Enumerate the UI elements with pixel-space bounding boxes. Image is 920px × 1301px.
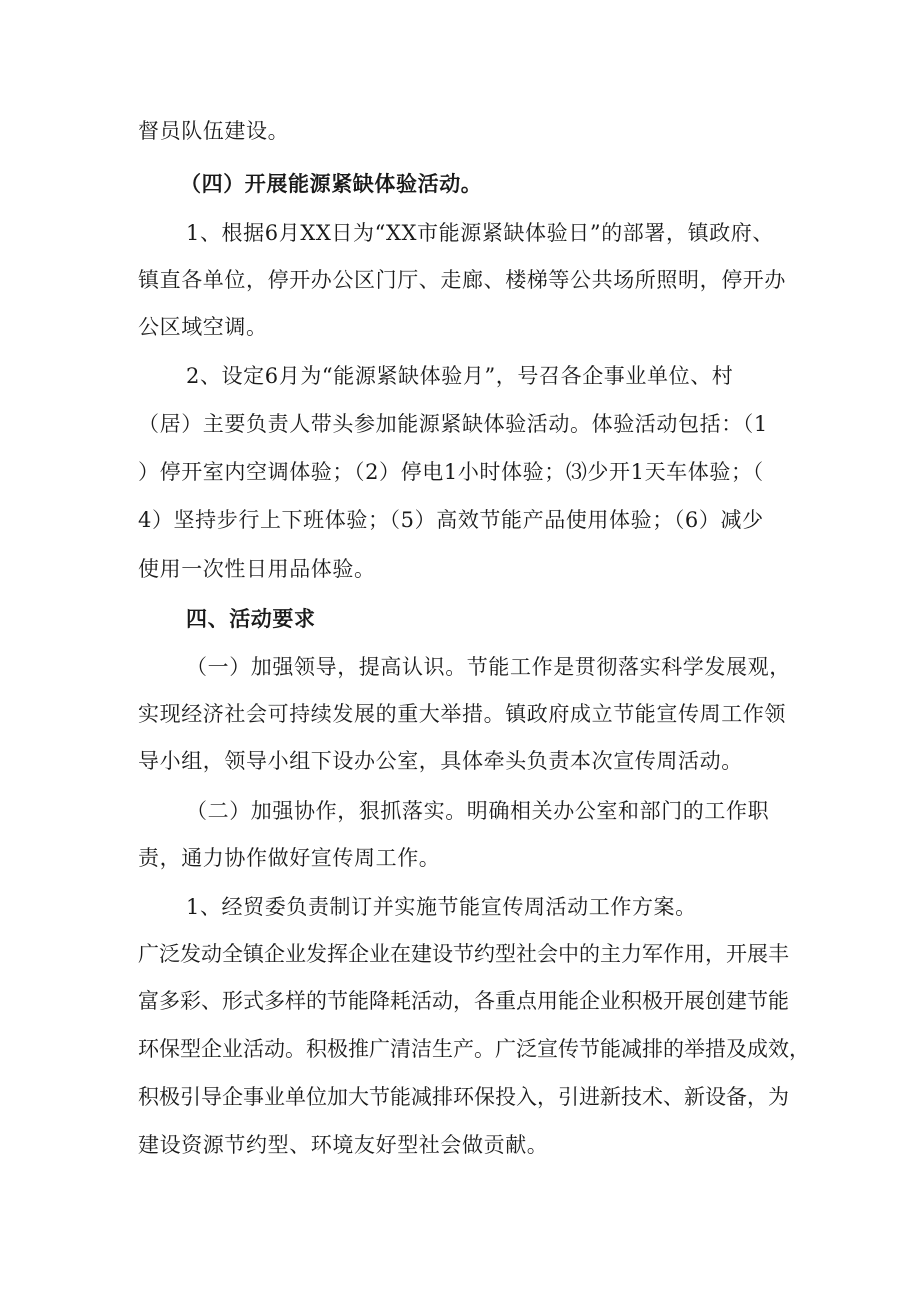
paragraph-line: 建设资源节约型、环境友好型社会做贡献。 bbox=[138, 1133, 549, 1157]
paragraph-line: 4）坚持步行上下班体验；（5）高效节能产品使用体验；（6）减少 bbox=[138, 508, 764, 532]
paragraph-line: 使用一次性日用品体验。 bbox=[138, 557, 376, 581]
paragraph-line: 督员队伍建设。 bbox=[138, 119, 290, 143]
paragraph-line: 公区域空调。 bbox=[138, 315, 268, 339]
paragraph-line: 2、设定6月为“能源紧缺体验月”，号召各企事业单位、村 bbox=[186, 364, 734, 388]
paragraph-line: 1、根据6月XX日为“XX市能源紧缺体验日”的部署，镇政府、 bbox=[186, 221, 774, 245]
paragraph-line: 实现经济社会可持续发展的重大举措。镇政府成立节能宣传周工作领 bbox=[138, 702, 786, 726]
paragraph-line: 责，通力协作做好宣传周工作。 bbox=[138, 846, 441, 870]
paragraph-line: 富多彩、形式多样的节能降耗活动，各重点用能企业积极开展创建节能 bbox=[138, 989, 789, 1013]
paragraph-line: 广泛发动全镇企业发挥企业在建设节约型社会中的主力军作用，开展丰 bbox=[138, 942, 789, 966]
paragraph-line: 导小组，领导小组下设办公室，具体牵头负责本次宣传周活动。 bbox=[138, 749, 743, 773]
paragraph-line: 环保型企业活动。积极推广清洁生产。广泛宣传节能减排的举措及成效， bbox=[138, 1037, 810, 1061]
paragraph-line: ）停开室内空调体验；（2）停电1小时体验；⑶少开1天车体验；（ bbox=[138, 460, 764, 484]
paragraph-line: 积极引导企事业单位加大节能减排环保投入，引进新技术、新设备，为 bbox=[138, 1085, 789, 1109]
paragraph-line: （居）主要负责人带头参加能源紧缺体验活动。体验活动包括：（1 bbox=[138, 412, 768, 436]
section-heading: 四、活动要求 bbox=[186, 607, 316, 631]
paragraph-line: （二）加强协作，狠抓落实。明确相关办公室和部门的工作职 bbox=[186, 799, 770, 823]
paragraph-line: 镇直各单位，停开办公区门厅、走廊、楼梯等公共场所照明，停开办 bbox=[138, 268, 786, 292]
paragraph-line: （一）加强领导，提高认识。节能工作是贯彻落实科学发展观， bbox=[186, 655, 791, 679]
paragraph-line: 1、经贸委负责制订并实施节能宣传周活动工作方案。 bbox=[186, 895, 697, 919]
section-heading: （四）开展能源紧缺体验活动。 bbox=[180, 172, 483, 196]
